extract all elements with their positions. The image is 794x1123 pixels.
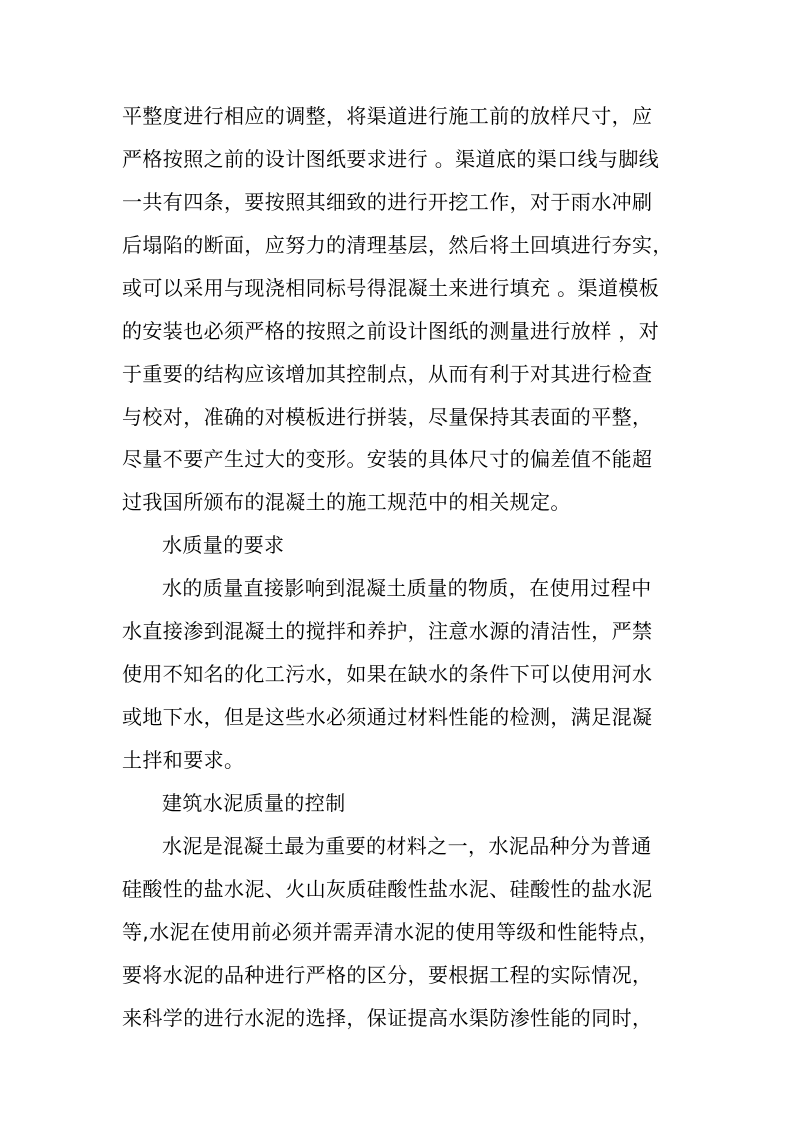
paragraph-line: 来科学的进行水泥的选择，保证提高水渠防渗性能的同时，	[122, 1006, 653, 1030]
paragraph-line: 土拌和要求。	[122, 748, 245, 772]
paragraph-line: 或可以采用与现浇相同标号得混凝土来进行填充 。渠道模板	[122, 276, 660, 300]
paragraph-line: 严格按照之前的设计图纸要求进行 。渠道底的渠口线与脚线	[122, 147, 660, 171]
paragraph-line: 的安装也必须严格的按照之前设计图纸的测量进行放样 ，对	[122, 319, 660, 343]
paragraph-line: 等,水泥在使用前必须并需弄清水泥的使用等级和性能特点，	[122, 920, 660, 944]
section-heading: 水质量的要求	[162, 533, 285, 557]
paragraph-line: 过我国所颁布的混凝土的施工规范中的相关规定。	[122, 490, 571, 514]
paragraph-line: 一共有四条，要按照其细致的进行开挖工作，对于雨水冲刷	[122, 190, 653, 214]
paragraph-line: 硅酸性的盐水泥、火山灰质硅酸性盐水泥、硅酸性的盐水泥	[122, 877, 653, 901]
paragraph-line: 要将水泥的品种进行严格的区分，要根据工程的实际情况，	[122, 963, 653, 987]
paragraph-line: 尽量不要产生过大的变形。安装的具体尺寸的偏差值不能超	[122, 447, 653, 471]
paragraph-line: 水泥是混凝土最为重要的材料之一，水泥品种分为普通	[162, 834, 652, 858]
paragraph-line: 平整度进行相应的调整，将渠道进行施工前的放样尺寸，应	[122, 104, 653, 128]
paragraph-line: 水直接渗到混凝土的搅拌和养护，注意水源的清洁性，严禁	[122, 619, 653, 643]
section-heading: 建筑水泥质量的控制	[162, 791, 346, 815]
paragraph-line: 或地下水，但是这些水必须通过材料性能的检测，满足混凝	[122, 705, 653, 729]
paragraph-line: 于重要的结构应该增加其控制点，从而有利于对其进行检查	[122, 362, 653, 386]
paragraph-line: 后塌陷的断面，应努力的清理基层，然后将土回填进行夯实，	[122, 233, 673, 257]
paragraph-line: 使用不知名的化工污水，如果在缺水的条件下可以使用河水	[122, 662, 653, 686]
paragraph-line: 与校对，准确的对模板进行拼装，尽量保持其表面的平整，	[122, 405, 653, 429]
paragraph-line: 水的质量直接影响到混凝土质量的物质，在使用过程中	[162, 576, 652, 600]
